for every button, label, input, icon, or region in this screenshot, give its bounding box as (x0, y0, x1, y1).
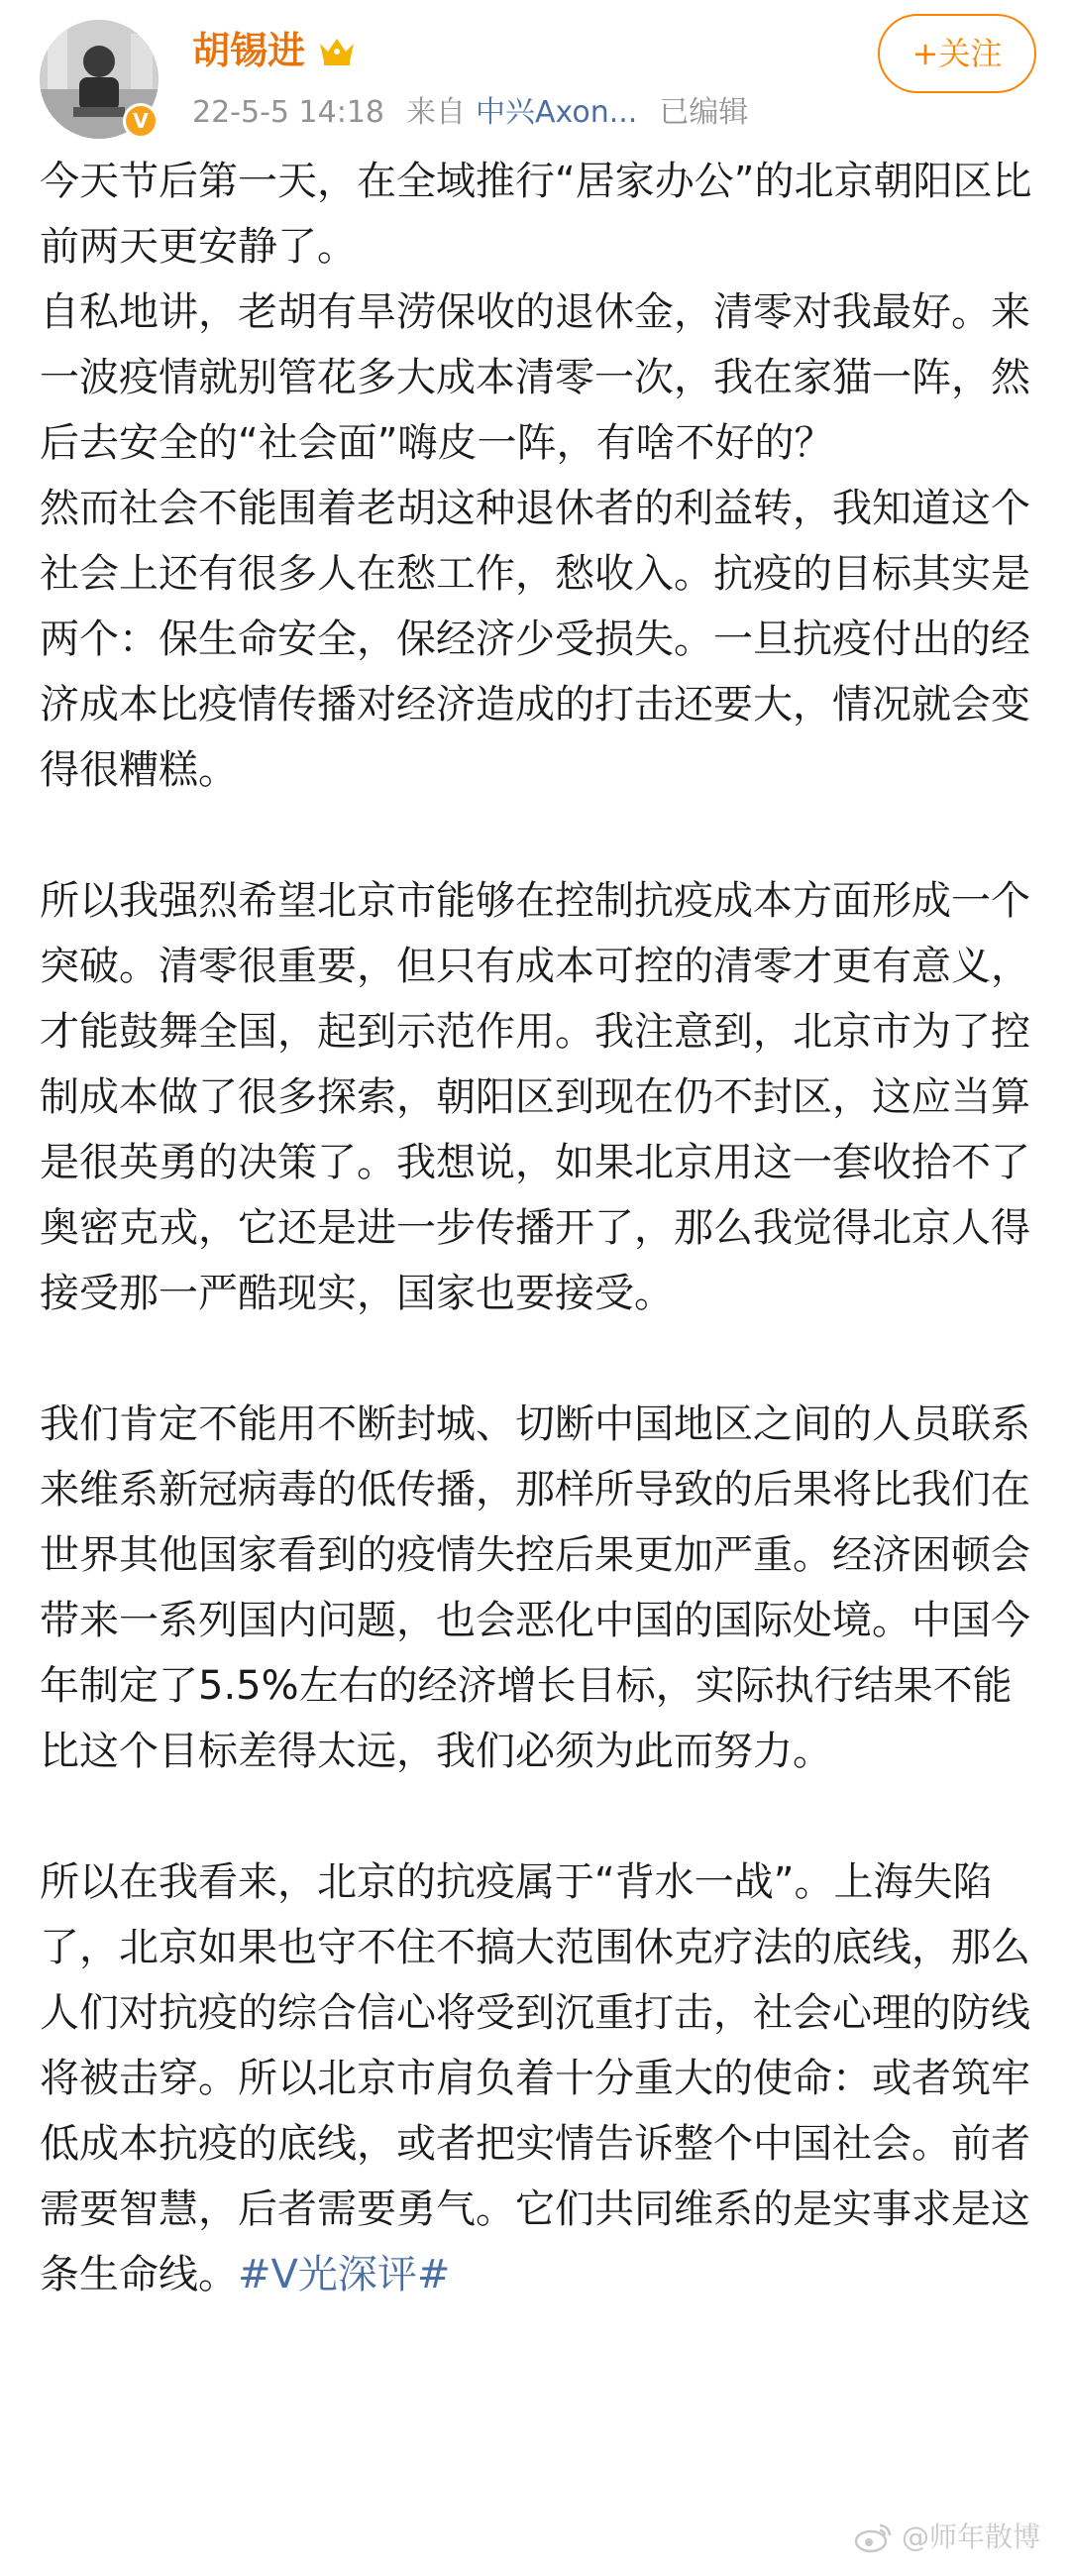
post-paragraph-4 (40, 1849, 1040, 2307)
post-header (0, 0, 1070, 149)
post-paragraph-3: 我们肯定不能用不断封城、切断中国地区之间的人员联系来维系新冠病毒的低传播，那样所导致的后果将比我们在世界其他国家看到的疫情失控后果更加严重。经济困顿会带来一系列国内问题，也会恶化中国的国际处境。中国今年制定了5.5%左右的经济增长目标，实际执行结果不能比这个目标差得太远，我们必须为此而努力。 (40, 1401, 1030, 1774)
post-paragraph-4-text: 所以在我看来，北京的抗疫属于“背水一战”。上海失陷了，北京如果也守不住不搞大范围休克疗法的底线，那么人们对抗疫的综合信心将受到沉重打击，社会心理的防线将被击穿。所以北京市肩负着十分重大的使命：或者筑牢低成本抗疫的底线，或者把实情告诉整个中国社会。前者需要智慧，后者需要勇气。它们共同维系的是实事求是这条生命线。 (40, 1859, 1030, 2297)
source-prefix: 来自 (406, 95, 466, 130)
post-time: 22-5-5 14:18 (192, 95, 384, 130)
username[interactable]: 胡锡进 (192, 29, 306, 72)
edited-label: 已编辑 (659, 95, 749, 130)
watermark-text: @师年散博 (901, 2520, 1040, 2553)
verified-v-icon: V (123, 103, 159, 139)
crown-icon (317, 34, 357, 67)
follow-button[interactable]: +关注 (878, 14, 1036, 93)
post-paragraph-2: 所以我强烈希望北京市能够在控制抗疫成本方面形成一个突破。清零很重要，但只有成本可控的清零才更有意义，才能鼓舞全国，起到示范作用。我注意到，北京市为了控制成本做了很多探索，朝阳区到现在仍不封区，这应当算是很英勇的决策了。我想说，如果北京用这一套收拾不了奥密克戎，它还是进一步传播开了，那么我觉得北京人得接受那一严酷现实，国家也要接受。 (40, 878, 1030, 1316)
post-source[interactable]: 中兴Axon... (476, 95, 638, 130)
weibo-icon (854, 2521, 894, 2553)
post-meta (192, 93, 770, 133)
username-row[interactable] (192, 26, 357, 75)
watermark (854, 2518, 1040, 2557)
hashtag-link[interactable]: #V光深评# (238, 2252, 451, 2297)
post-paragraph-1: 今天节后第一天，在全域推行“居家办公”的北京朝阳区比前两天更安静了。 自私地讲，老胡有旱涝保收的退休金，清零对我最好。来一波疫情就别管花多大成本清零一次，我在家猫一阵，然后去安全的“社会面”嗨皮一阵，有啥不好的？ 然而社会不能围着老胡这种退休者的利益转，我知道这个社会上还有很多人在愁工作，愁收入。抗疫的目标其实是两个：保生命安全，保经济少受损失。一旦抗疫付出的经济成本比疫情传播对经济造成的打击还要大，情况就会变得很糟糕。 (40, 159, 1032, 793)
post-body (40, 149, 1040, 2307)
